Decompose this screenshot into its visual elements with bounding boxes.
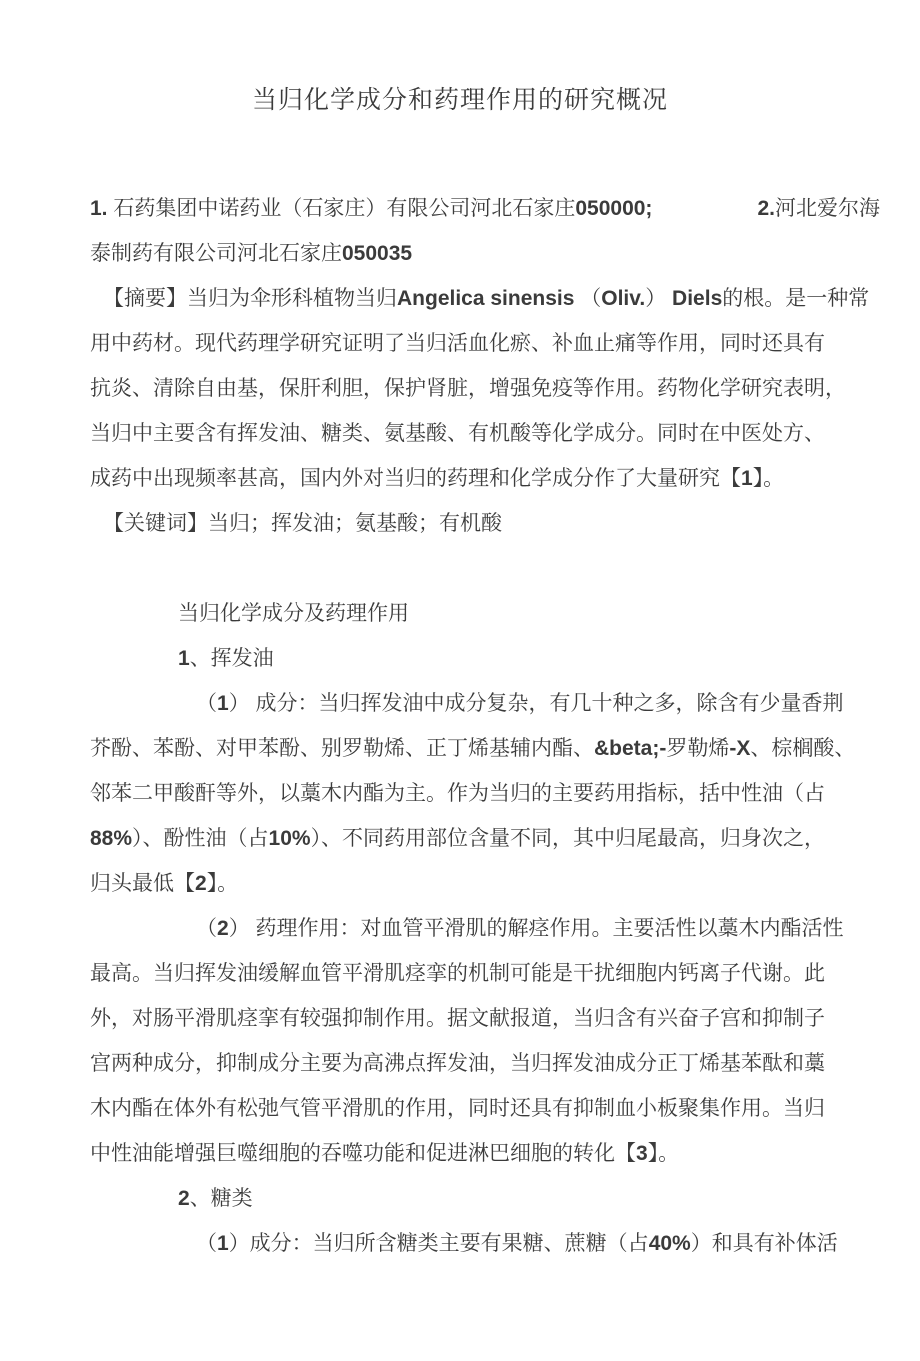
text-line: 抗炎、清除自由基，保肝利胆，保护肾脏，增强免疫等作用。药物化学研究表明， (90, 376, 846, 400)
text-line: 当归化学成分及药理作用 (178, 601, 409, 625)
text-line: 外，对肠平滑肌痉挛有较强抑制作用。据文献报道，当归含有兴奋子宫和抑制子 (90, 1006, 825, 1030)
text-line: 88%）、酚性油（占10%）、不同药用部位含量不同，其中归尾最高，归身次之， (90, 826, 826, 850)
text-line: 【摘要】当归为伞形科植物当归Angelica sinensis （Oliv.） Diels的根。是一种常 (103, 286, 870, 310)
text-line: 归头最低【2】。 (90, 871, 239, 895)
text-line: 中性油能增强巨噬细胞的吞噬功能和促进淋巴细胞的转化【3】。 (90, 1141, 680, 1165)
text-line: 芥酚、苯酚、对甲苯酚、别罗勒烯、正丁烯基辅内酯、&beta;-罗勒烯-X、棕榈酸、 (90, 736, 856, 760)
document-body (90, 186, 880, 1266)
text-line: 宫两种成分，抑制成分主要为高沸点挥发油，当归挥发油成分正丁烯基苯酞和藁 (90, 1051, 825, 1075)
text-line: 1. 石药集团中诺药业（石家庄）有限公司河北石家庄050000; 2.河北爱尔海 (90, 196, 880, 220)
text-line: （2） 药理作用：对血管平滑肌的解痉作用。主要活性以藁木内酯活性 (196, 916, 844, 940)
text-line: 【关键词】当归；挥发油；氨基酸；有机酸 (103, 511, 502, 535)
text-line: 2、糖类 (178, 1186, 253, 1210)
text-line (90, 546, 828, 591)
text-line: 最高。当归挥发油缓解血管平滑肌痉挛的机制可能是干扰细胞内钙离子代谢。此 (90, 961, 825, 985)
text-line: 成药中出现频率甚高，国内外对当归的药理和化学成分作了大量研究【1】。 (90, 466, 785, 490)
text-line: （1） 成分：当归挥发油中成分复杂，有几十种之多，除含有少量香荆 (196, 691, 844, 715)
text-line: （1）成分：当归所含糖类主要有果糖、蔗糖（占40%）和具有补体活 (196, 1231, 838, 1255)
text-line: 木内酯在体外有松弛气管平滑肌的作用，同时还具有抑制血小板聚集作用。当归 (90, 1096, 825, 1120)
document-title: 当归化学成分和药理作用的研究概况 (251, 87, 668, 114)
text-line: 用中药材。现代药理学研究证明了当归活血化瘀、补血止痛等作用，同时还具有 (90, 331, 825, 355)
text-line: 邻苯二甲酸酐等外，以藁木内酯为主。作为当归的主要药用指标，括中性油（占 (90, 781, 825, 805)
text-line: 泰制药有限公司河北石家庄050035 (90, 241, 413, 265)
text-line: 1、挥发油 (178, 646, 274, 670)
text-line: 当归中主要含有挥发油、糖类、氨基酸、有机酸等化学成分。同时在中医处方、 (90, 421, 825, 445)
